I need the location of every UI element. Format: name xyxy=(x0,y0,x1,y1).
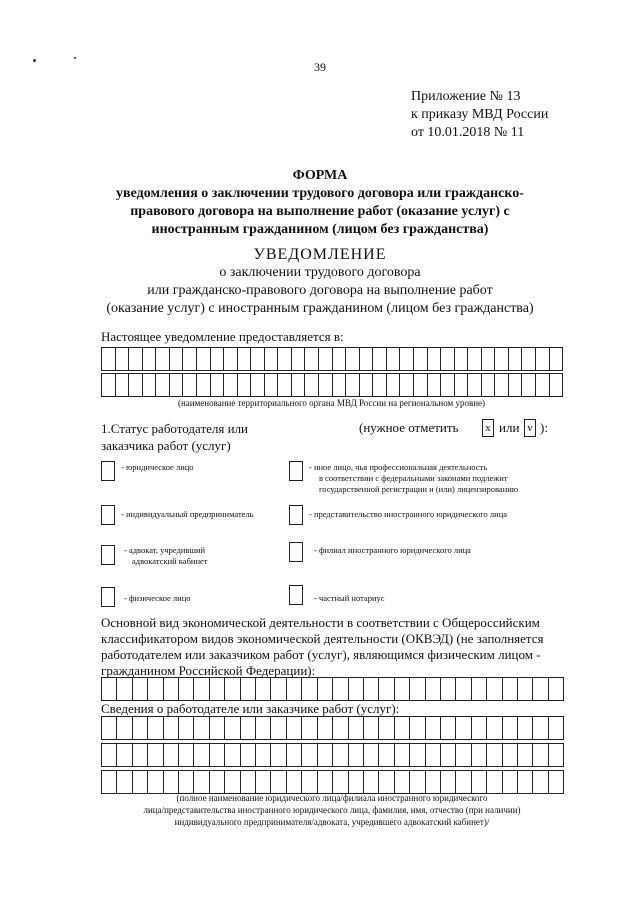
character-cell[interactable] xyxy=(503,717,518,739)
character-cell[interactable] xyxy=(241,744,256,766)
character-cell[interactable] xyxy=(225,717,240,739)
character-cell[interactable] xyxy=(102,678,117,700)
character-cell[interactable] xyxy=(179,744,194,766)
character-cell[interactable] xyxy=(346,348,360,370)
character-cell[interactable] xyxy=(102,348,116,370)
character-cell[interactable] xyxy=(472,717,487,739)
character-cell[interactable] xyxy=(318,771,333,793)
character-cell[interactable] xyxy=(487,717,502,739)
character-cell[interactable] xyxy=(319,348,333,370)
employer-caption-line: (полное наименование юридического лица/филиала иностранного юридического xyxy=(176,793,488,803)
character-cell[interactable] xyxy=(129,374,143,396)
employer-info-label: Сведения о работодателе или заказчике работ (услуг): xyxy=(101,701,400,716)
character-cell[interactable] xyxy=(170,374,184,396)
character-cell[interactable] xyxy=(333,771,348,793)
character-cell[interactable] xyxy=(278,348,292,370)
individual-entrepreneur-checkbox[interactable] xyxy=(101,505,115,525)
character-cell[interactable] xyxy=(117,771,132,793)
form-title-line: уведомления о заключении трудового договора или гражданско- xyxy=(116,186,524,201)
mark-or: или xyxy=(499,420,520,435)
character-cell[interactable] xyxy=(116,374,130,396)
character-cell[interactable] xyxy=(509,374,523,396)
character-cell[interactable] xyxy=(156,348,170,370)
character-cell[interactable] xyxy=(487,744,502,766)
character-cell[interactable] xyxy=(156,374,170,396)
character-cell[interactable] xyxy=(164,744,179,766)
character-cell[interactable] xyxy=(487,678,502,700)
character-cell[interactable] xyxy=(148,717,163,739)
character-cell[interactable] xyxy=(148,678,163,700)
form-title-line: ФОРМА xyxy=(292,168,348,183)
legal-entity-label: - юридическое лицо xyxy=(121,462,194,472)
character-cell[interactable] xyxy=(550,348,564,370)
character-cell[interactable] xyxy=(251,374,265,396)
form-title-line: правового договора на выполнение работ (оказание услуг) с xyxy=(130,204,510,219)
branch-checkbox[interactable] xyxy=(289,542,303,562)
scan-speck xyxy=(33,59,36,62)
character-cell[interactable] xyxy=(349,771,364,793)
annex-line: от 10.01.2018 № 11 xyxy=(411,125,525,140)
okved-line: Основной вид экономической деятельности в соответствии с Общероссийским xyxy=(101,615,540,630)
character-cell[interactable] xyxy=(441,348,455,370)
other-person-checkbox[interactable] xyxy=(289,461,303,481)
character-cell[interactable] xyxy=(533,678,548,700)
notice-subtitle-line: о заключении трудового договора xyxy=(219,265,421,280)
character-cell[interactable] xyxy=(302,771,317,793)
character-cell[interactable] xyxy=(346,374,360,396)
character-cell[interactable] xyxy=(400,348,414,370)
character-cell[interactable] xyxy=(456,678,471,700)
character-cell[interactable] xyxy=(522,348,536,370)
character-cell[interactable] xyxy=(426,771,441,793)
character-cell[interactable] xyxy=(518,678,533,700)
character-cell[interactable] xyxy=(251,348,265,370)
character-cell[interactable] xyxy=(210,717,225,739)
character-cell[interactable] xyxy=(265,374,279,396)
character-cell[interactable] xyxy=(302,717,317,739)
character-cell[interactable] xyxy=(102,744,117,766)
character-cell[interactable] xyxy=(333,678,348,700)
character-cell[interactable] xyxy=(241,678,256,700)
character-cell[interactable] xyxy=(333,744,348,766)
character-cell[interactable] xyxy=(133,678,148,700)
character-cell[interactable] xyxy=(533,717,548,739)
employer-caption-line: лица/представительства иностранного юридического лица, фамилия, имя, отчество (при наличии) xyxy=(143,805,521,815)
character-cell[interactable] xyxy=(414,374,428,396)
character-cell[interactable] xyxy=(117,678,132,700)
character-cell[interactable] xyxy=(349,744,364,766)
character-cell[interactable] xyxy=(395,744,410,766)
character-cell[interactable] xyxy=(428,348,442,370)
character-cell[interactable] xyxy=(487,771,502,793)
character-cell[interactable] xyxy=(379,717,394,739)
character-cell[interactable] xyxy=(441,678,456,700)
character-cell[interactable] xyxy=(387,374,401,396)
character-cell[interactable] xyxy=(364,717,379,739)
character-cell[interactable] xyxy=(441,771,456,793)
notary-checkbox[interactable] xyxy=(289,585,303,605)
status-section-title xyxy=(101,420,248,454)
character-cell[interactable] xyxy=(333,374,347,396)
character-cell[interactable] xyxy=(256,744,271,766)
character-cell[interactable] xyxy=(278,374,292,396)
character-cell[interactable] xyxy=(211,374,225,396)
character-cell[interactable] xyxy=(426,678,441,700)
character-cell[interactable] xyxy=(305,374,319,396)
character-cell[interactable] xyxy=(333,348,347,370)
page-number: 39 xyxy=(314,60,326,74)
character-cell[interactable] xyxy=(503,678,518,700)
character-cell[interactable] xyxy=(179,717,194,739)
character-cell[interactable] xyxy=(373,374,387,396)
character-cell[interactable] xyxy=(210,744,225,766)
character-cell[interactable] xyxy=(225,771,240,793)
character-cell[interactable] xyxy=(456,771,471,793)
character-cell[interactable] xyxy=(224,348,238,370)
character-cell[interactable] xyxy=(224,374,238,396)
character-cell[interactable] xyxy=(148,771,163,793)
character-cell[interactable] xyxy=(503,771,518,793)
character-cell[interactable] xyxy=(143,348,157,370)
character-cell[interactable] xyxy=(364,744,379,766)
lawyer-checkbox[interactable] xyxy=(101,545,115,565)
character-cell[interactable] xyxy=(400,374,414,396)
character-cell[interactable] xyxy=(455,374,469,396)
character-cell[interactable] xyxy=(410,771,425,793)
character-cell[interactable] xyxy=(292,348,306,370)
character-cell[interactable] xyxy=(410,678,425,700)
character-cell[interactable] xyxy=(441,717,456,739)
character-cell[interactable] xyxy=(302,678,317,700)
character-cell[interactable] xyxy=(133,717,148,739)
character-cell[interactable] xyxy=(395,678,410,700)
character-cell[interactable] xyxy=(533,771,548,793)
character-cell[interactable] xyxy=(287,678,302,700)
notice-subtitle-line: (оказание услуг) с иностранным гражданином (лицом без гражданства) xyxy=(106,301,534,316)
character-cell[interactable] xyxy=(194,717,209,739)
character-cell[interactable] xyxy=(164,771,179,793)
character-cell[interactable] xyxy=(211,348,225,370)
character-cell[interactable] xyxy=(414,348,428,370)
character-cell[interactable] xyxy=(379,678,394,700)
character-cell[interactable] xyxy=(472,771,487,793)
character-cell[interactable] xyxy=(194,771,209,793)
character-cell[interactable] xyxy=(102,374,116,396)
character-cell[interactable] xyxy=(287,717,302,739)
character-cell[interactable] xyxy=(287,744,302,766)
character-cell[interactable] xyxy=(164,717,179,739)
character-cell[interactable] xyxy=(533,744,548,766)
lawyer-label-line: адвокатский кабинет xyxy=(132,556,208,566)
character-cell[interactable] xyxy=(518,717,533,739)
notice-subtitle xyxy=(0,264,640,318)
character-cell[interactable] xyxy=(117,717,132,739)
mark-end: ): xyxy=(540,420,548,435)
lawyer-label-line: - адвокат, учредивший xyxy=(124,545,206,555)
employer-input-row-3[interactable] xyxy=(101,770,564,794)
mark-x-example: х xyxy=(482,419,494,437)
character-cell[interactable] xyxy=(333,717,348,739)
character-cell[interactable] xyxy=(495,348,509,370)
annex-line: к приказу МВД России xyxy=(411,107,549,122)
notice-subtitle-line: или гражданско-правового договора на выполнение работ xyxy=(147,283,493,298)
character-cell[interactable] xyxy=(197,374,211,396)
character-cell[interactable] xyxy=(441,744,456,766)
okved-line: классификатором видов экономической деятельности (ОКВЭД) (не заполняется xyxy=(101,631,544,646)
character-cell[interactable] xyxy=(522,374,536,396)
character-cell[interactable] xyxy=(364,678,379,700)
other-person-label xyxy=(309,462,518,495)
character-cell[interactable] xyxy=(197,348,211,370)
representative-office-checkbox[interactable] xyxy=(289,505,303,525)
character-cell[interactable] xyxy=(503,744,518,766)
status-title-line: заказчика работ (услуг) xyxy=(101,438,231,453)
character-cell[interactable] xyxy=(536,374,550,396)
employer-caption xyxy=(90,792,574,828)
representative-office-label: - представительство иностранного юридического лица xyxy=(309,509,508,519)
provided-to-label: Настоящее уведомление предоставляется в: xyxy=(101,329,344,344)
character-cell[interactable] xyxy=(318,744,333,766)
individual-label: - физическое лицо xyxy=(124,593,191,603)
character-cell[interactable] xyxy=(179,678,194,700)
annex-reference xyxy=(411,88,548,142)
character-cell[interactable] xyxy=(395,717,410,739)
character-cell[interactable] xyxy=(410,717,425,739)
form-title xyxy=(0,167,640,239)
authority-input-row-1[interactable] xyxy=(101,347,563,371)
character-cell[interactable] xyxy=(170,348,184,370)
character-cell[interactable] xyxy=(518,771,533,793)
character-cell[interactable] xyxy=(210,771,225,793)
character-cell[interactable] xyxy=(256,771,271,793)
character-cell[interactable] xyxy=(256,717,271,739)
character-cell[interactable] xyxy=(373,348,387,370)
character-cell[interactable] xyxy=(129,348,143,370)
branch-label: - филиал иностранного юридического лица xyxy=(314,545,471,555)
character-cell[interactable] xyxy=(183,348,197,370)
status-title-line: 1.Статус работодателя или xyxy=(101,421,249,436)
character-cell[interactable] xyxy=(164,678,179,700)
character-cell[interactable] xyxy=(117,744,132,766)
character-cell[interactable] xyxy=(468,348,482,370)
character-cell[interactable] xyxy=(410,744,425,766)
authority-caption: (наименование территориального органа МВД России на региональном уровне) xyxy=(177,398,486,408)
okved-line: работодателем или заказчиком работ (услуг), являющимся физическим лицом - xyxy=(101,647,541,662)
character-cell[interactable] xyxy=(482,348,496,370)
character-cell[interactable] xyxy=(305,348,319,370)
character-cell[interactable] xyxy=(549,717,564,739)
character-cell[interactable] xyxy=(456,717,471,739)
legal-entity-checkbox[interactable] xyxy=(101,461,115,481)
character-cell[interactable] xyxy=(271,771,286,793)
character-cell[interactable] xyxy=(364,771,379,793)
character-cell[interactable] xyxy=(102,771,117,793)
character-cell[interactable] xyxy=(472,744,487,766)
character-cell[interactable] xyxy=(302,744,317,766)
other-person-label-line: государственной регистрации и (или) лицензированию xyxy=(319,484,519,494)
employer-caption-line: индивидуального предпринимателя/адвоката, учредившего адвокатский кабинет)/ xyxy=(174,817,490,827)
character-cell[interactable] xyxy=(102,717,117,739)
notice-heading: УВЕДОМЛЕНИЕ xyxy=(253,246,387,263)
okved-line: гражданином Российской Федерации): xyxy=(101,663,316,678)
character-cell[interactable] xyxy=(271,678,286,700)
character-cell[interactable] xyxy=(379,771,394,793)
character-cell[interactable] xyxy=(349,717,364,739)
character-cell[interactable] xyxy=(482,374,496,396)
character-cell[interactable] xyxy=(183,374,197,396)
employer-input-row-1[interactable] xyxy=(101,716,564,740)
character-cell[interactable] xyxy=(116,348,130,370)
character-cell[interactable] xyxy=(133,771,148,793)
character-cell[interactable] xyxy=(271,744,286,766)
character-cell[interactable] xyxy=(271,717,286,739)
character-cell[interactable] xyxy=(238,348,252,370)
character-cell[interactable] xyxy=(318,678,333,700)
mark-v-example: v xyxy=(524,419,536,437)
character-cell[interactable] xyxy=(395,771,410,793)
character-cell[interactable] xyxy=(287,771,302,793)
character-cell[interactable] xyxy=(360,348,374,370)
annex-line: Приложение № 13 xyxy=(411,89,521,104)
other-person-label-line: - иное лицо, чья профессиональная деятельность xyxy=(309,462,488,472)
other-person-label-line: в соответствии с федеральными законами подлежит xyxy=(319,473,508,483)
character-cell[interactable] xyxy=(319,374,333,396)
character-cell[interactable] xyxy=(179,771,194,793)
character-cell[interactable] xyxy=(349,678,364,700)
character-cell[interactable] xyxy=(225,678,240,700)
character-cell[interactable] xyxy=(428,374,442,396)
character-cell[interactable] xyxy=(455,348,469,370)
character-cell[interactable] xyxy=(360,374,374,396)
character-cell[interactable] xyxy=(387,348,401,370)
character-cell[interactable] xyxy=(318,717,333,739)
authority-input-row-2[interactable] xyxy=(101,373,563,397)
form-title-line: иностранным гражданином (лицом без гражданства) xyxy=(151,222,489,237)
character-cell[interactable] xyxy=(549,771,564,793)
character-cell[interactable] xyxy=(468,374,482,396)
individual-entrepreneur-label: - индивидуальный предприниматель xyxy=(121,509,254,519)
individual-checkbox[interactable] xyxy=(101,587,115,607)
character-cell[interactable] xyxy=(509,348,523,370)
character-cell[interactable] xyxy=(241,717,256,739)
character-cell[interactable] xyxy=(238,374,252,396)
character-cell[interactable] xyxy=(549,678,564,700)
character-cell[interactable] xyxy=(379,744,394,766)
character-cell[interactable] xyxy=(194,744,209,766)
character-cell[interactable] xyxy=(265,348,279,370)
character-cell[interactable] xyxy=(536,348,550,370)
character-cell[interactable] xyxy=(426,717,441,739)
okved-paragraph xyxy=(101,615,563,679)
character-cell[interactable] xyxy=(472,678,487,700)
character-cell[interactable] xyxy=(210,678,225,700)
mark-hint: (нужное отметить xyxy=(359,420,459,435)
character-cell[interactable] xyxy=(241,771,256,793)
notary-label: - частный нотариус xyxy=(314,593,385,603)
character-cell[interactable] xyxy=(194,678,209,700)
okved-input-row[interactable] xyxy=(101,677,564,701)
character-cell[interactable] xyxy=(133,744,148,766)
scan-speck xyxy=(74,57,76,59)
character-cell[interactable] xyxy=(456,744,471,766)
character-cell[interactable] xyxy=(292,374,306,396)
character-cell[interactable] xyxy=(549,744,564,766)
lawyer-label xyxy=(124,545,207,567)
character-cell[interactable] xyxy=(256,678,271,700)
character-cell[interactable] xyxy=(550,374,564,396)
character-cell[interactable] xyxy=(518,744,533,766)
character-cell[interactable] xyxy=(148,744,163,766)
character-cell[interactable] xyxy=(426,744,441,766)
character-cell[interactable] xyxy=(495,374,509,396)
employer-input-row-2[interactable] xyxy=(101,743,564,767)
character-cell[interactable] xyxy=(441,374,455,396)
character-cell[interactable] xyxy=(143,374,157,396)
character-cell[interactable] xyxy=(225,744,240,766)
